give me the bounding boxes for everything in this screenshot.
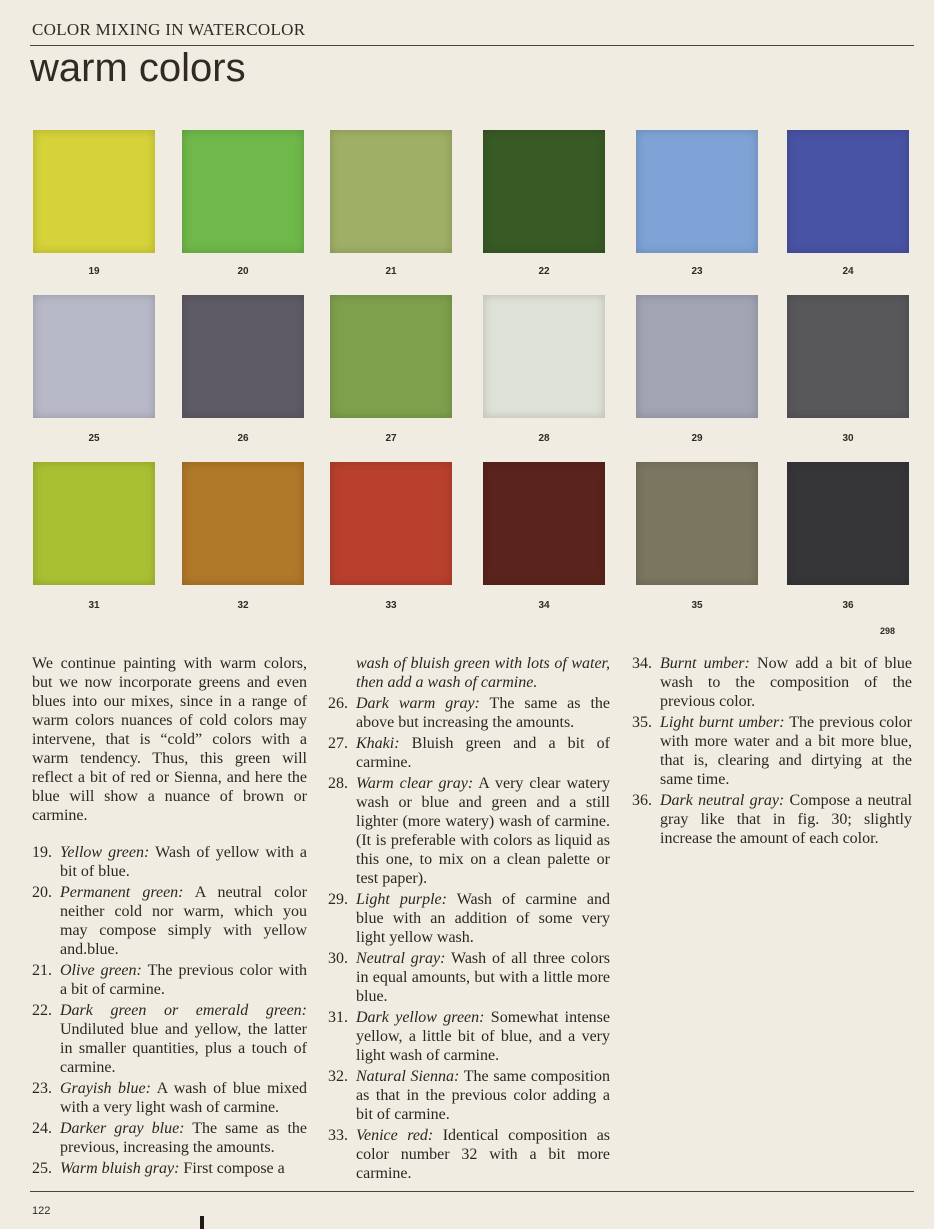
item-number: 23. <box>32 1080 52 1097</box>
item-description: Now add a bit of blue wash to the composition of the previous color. <box>660 655 913 710</box>
color-recipe-item <box>328 890 610 947</box>
color-swatch-33 <box>330 462 452 585</box>
item-color-name: wash of bluish green with lots of water, then add a wash of carmine. <box>356 655 610 691</box>
color-recipe-item <box>328 1008 610 1065</box>
color-recipe-item <box>632 713 912 789</box>
item-color-name: Warm clear gray: <box>356 775 474 792</box>
item-number: 30. <box>328 950 348 967</box>
item-color-name: Warm bluish gray: <box>60 1160 180 1177</box>
color-recipe-item <box>328 734 610 772</box>
item-color-name: Dark green or emerald green: <box>60 1002 307 1019</box>
item-number: 21. <box>32 962 52 979</box>
color-swatch-31 <box>33 462 155 585</box>
figure-number: 298 <box>880 626 896 636</box>
color-swatch-32 <box>182 462 304 585</box>
color-recipe-item <box>328 1126 610 1183</box>
item-color-name: Dark yellow green: <box>356 1009 485 1026</box>
item-color-name: Natural Sienna: <box>356 1068 460 1085</box>
item-number: 33. <box>328 1127 348 1144</box>
item-number: 34. <box>632 655 652 672</box>
color-swatch-27 <box>330 295 452 418</box>
color-recipe-item <box>632 654 912 711</box>
swatch-number: 35 <box>691 600 703 611</box>
item-description: Wash of yellow with a bit of blue. <box>60 844 308 880</box>
page-number: 122 <box>32 1205 51 1217</box>
item-number: 24. <box>32 1120 52 1137</box>
color-recipe-item <box>328 949 610 1006</box>
color-recipe-item <box>328 1067 610 1124</box>
swatch-number: 24 <box>842 266 854 277</box>
item-description: The same composition as that in the previous color adding a bit of carmine. <box>356 1068 610 1123</box>
color-swatch-28 <box>483 295 605 418</box>
color-recipe-item <box>32 883 307 959</box>
item-description: First compose a <box>183 1160 285 1177</box>
item-description: Undiluted blue and yellow, the latter in smaller quantities, plus a touch of carmine. <box>60 1021 307 1076</box>
item-number: 31. <box>328 1009 348 1026</box>
item-color-name: Burnt umber: <box>660 655 750 672</box>
color-swatch-24 <box>787 130 909 253</box>
swatch-number: 22 <box>538 266 550 277</box>
swatch-number: 19 <box>88 266 100 277</box>
color-recipe-item <box>32 1079 307 1117</box>
swatch-number: 20 <box>237 266 249 277</box>
item-number: 35. <box>632 714 652 731</box>
swatch-number: 26 <box>237 433 249 444</box>
swatch-number: 29 <box>691 433 703 444</box>
item-description: A neutral color neither cold nor warm, which you may compose simply with yellow and.blue. <box>60 884 307 958</box>
intro-paragraph: We continue painting with warm colors, but we now incorporate greens and even blues into our mixes, since in a range of warm colors nuances of cold colors may intervene, that is “cold” colors with a warm tendency. Thus, this green will reflect a bit of red or Sienna, and here the blue will show a nuance of brown or carmine. <box>32 655 307 824</box>
swatch-number: 21 <box>385 266 397 277</box>
text-column-3 <box>632 654 912 850</box>
color-swatch-19 <box>33 130 155 253</box>
item-number: 19. <box>32 844 52 861</box>
color-recipe-item <box>32 1119 307 1157</box>
item-color-name: Olive green: <box>60 962 142 979</box>
swatch-number: 25 <box>88 433 100 444</box>
swatch-number: 34 <box>538 600 550 611</box>
color-swatch-30 <box>787 295 909 418</box>
item-number: 22. <box>32 1002 52 1019</box>
color-swatch-35 <box>636 462 758 585</box>
swatch-number: 32 <box>237 600 249 611</box>
color-swatch-34 <box>483 462 605 585</box>
item-number: 28. <box>328 775 348 792</box>
item-number: 36. <box>632 792 652 809</box>
item-color-name: Grayish blue: <box>60 1080 151 1097</box>
color-recipe-item <box>32 1001 307 1077</box>
item-number: 27. <box>328 735 348 752</box>
item-color-name: Darker gray blue: <box>60 1120 185 1137</box>
color-recipe-item <box>32 843 307 881</box>
swatch-number: 30 <box>842 433 854 444</box>
item-color-name: Venice red: <box>356 1127 434 1144</box>
item-description: Wash of all three colors in equal amounts, but with a little more blue. <box>356 950 611 1005</box>
swatch-number: 23 <box>691 266 703 277</box>
color-swatch-22 <box>483 130 605 253</box>
running-header-label: COLOR MIXING IN WATERCOLOR <box>32 20 306 39</box>
item-description: The same as the previous, increasing the amounts. <box>60 1120 307 1156</box>
item-color-name: Light burnt umber: <box>660 714 785 731</box>
item-color-name: Dark neutral gray: <box>660 792 785 809</box>
color-recipe-item <box>328 774 610 888</box>
item-description: A very clear watery wash or blue and green and a still lighter (more watery) wash of carmine. (It is preferable with colors as liquid as this one, to mix on a clean palette or test paper). <box>356 775 611 887</box>
item-number: 26. <box>328 695 348 712</box>
item-number: 32. <box>328 1068 348 1085</box>
item-number: 25. <box>32 1160 52 1177</box>
page-title: warm colors <box>30 46 246 90</box>
item-color-name: Yellow green: <box>60 844 150 861</box>
footer-rule <box>30 1191 914 1192</box>
color-swatch-29 <box>636 295 758 418</box>
item-description: Compose a neutral gray like that in fig. 30; slightly increase the amount of each color. <box>660 792 913 847</box>
swatch-number: 36 <box>842 600 854 611</box>
swatch-number: 27 <box>385 433 397 444</box>
swatch-number: 33 <box>385 600 397 611</box>
color-recipe-item <box>328 654 610 692</box>
item-description: A wash of blue mixed with a very light wash of carmine. <box>60 1080 307 1116</box>
item-color-name: Permanent green: <box>60 884 184 901</box>
color-recipe-item <box>632 791 912 848</box>
color-swatch-21 <box>330 130 452 253</box>
item-list-2 <box>328 654 610 1183</box>
color-recipe-item <box>328 694 610 732</box>
item-list-3 <box>632 654 912 848</box>
item-description: Wash of carmine and blue with an addition of some very light yellow wash. <box>356 891 611 946</box>
item-description: The previous color with more water and a bit more blue, that is, clearing and dirtying at the same time. <box>660 714 913 788</box>
color-recipe-item <box>32 961 307 999</box>
item-description: The previous color with a bit of carmine. <box>60 962 308 998</box>
item-color-name: Dark warm gray: <box>356 695 480 712</box>
text-column-2 <box>328 654 610 1185</box>
color-swatch-26 <box>182 295 304 418</box>
paragraph-gap <box>32 825 307 843</box>
item-description: Bluish green and a bit of carmine. <box>356 735 610 771</box>
item-color-name: Khaki: <box>356 735 400 752</box>
item-description: The same as the above but increasing the amounts. <box>356 695 611 731</box>
swatch-number: 28 <box>538 433 550 444</box>
color-swatch-20 <box>182 130 304 253</box>
item-color-name: Neutral gray: <box>356 950 446 967</box>
color-swatch-36 <box>787 462 909 585</box>
text-column-1 <box>32 654 307 1180</box>
item-list-1 <box>32 843 307 1178</box>
color-recipe-item <box>32 1159 307 1178</box>
item-description: Identical composition as color number 32 with a bit more carmine. <box>356 1127 611 1182</box>
item-description: Somewhat intense yellow, a little bit of blue, and a very light wash of carmine. <box>356 1009 610 1064</box>
item-number: 20. <box>32 884 52 901</box>
color-swatch-23 <box>636 130 758 253</box>
print-mark <box>200 1216 204 1229</box>
color-swatch-25 <box>33 295 155 418</box>
item-color-name: Light purple: <box>356 891 447 908</box>
swatch-number: 31 <box>88 600 100 611</box>
item-number: 29. <box>328 891 348 908</box>
